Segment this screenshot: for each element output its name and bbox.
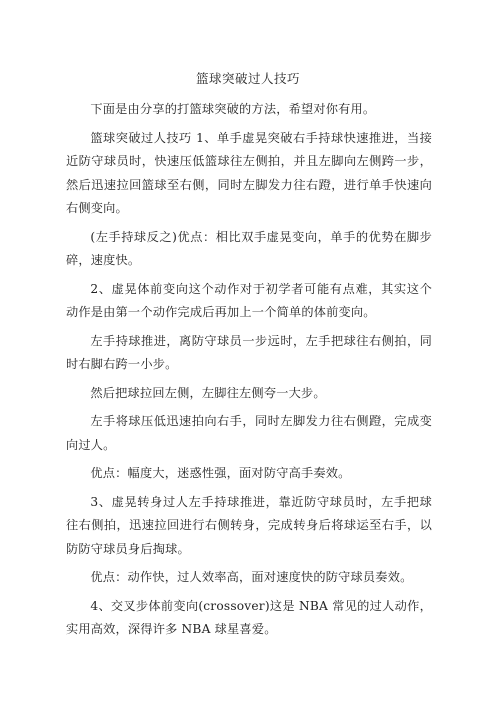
paragraph: 下面是由分享的打篮球突破的方法，希望对你有用。 <box>90 102 376 116</box>
paragraph: 左手将球压低迅速拍向右手，同时左脚发力往右侧蹬，完成变向过人。 <box>66 414 432 452</box>
paragraph: (左手持球反之)优点：相比双手虚晃变向，单手的优势在脚步碎，速度快。 <box>66 229 432 267</box>
paragraph: 篮球突破过人技巧 1、单手虚晃突破右手持球快速推进，当接近防守球员时，快速压低篮球往左侧拍，并且左脚向左侧跨一步，然后迅速拉回篮球至右侧，同时左脚发力往右蹬，进行单手快速向右侧变向。 <box>66 130 432 215</box>
paragraph: 3、虚晃转身过人左手持球推进，靠近防守球员时，左手把球往右侧拍，迅速拉回进行右侧转身，完成转身后将球运至右手，以防防守球员身后掏球。 <box>66 494 432 556</box>
document-title: 篮球突破过人技巧 <box>195 71 300 86</box>
paragraph: 4、交叉步体前变向(crossover)这是 NBA 常见的过人动作，实用高效，深得许多 NBA 球星喜爱。 <box>66 598 432 636</box>
paragraph: 左手持球推进，离防守球员一步远时，左手把球往右侧拍，同时右脚右跨一小步。 <box>66 333 432 371</box>
document-body <box>66 98 432 647</box>
paragraph: 优点：动作快，过人效率高，面对速度快的防守球员奏效。 <box>90 570 413 584</box>
paragraph: 优点：幅度大，迷惑性强，面对防守高手奏效。 <box>90 466 351 480</box>
paragraph: 2、虚晃体前变向这个动作对于初学者可能有点难，其实这个动作是由第一个动作完成后再加上一个简单的体前变向。 <box>66 281 432 319</box>
paragraph: 然后把球拉回左侧，左脚往左侧夸一大步。 <box>90 385 326 400</box>
